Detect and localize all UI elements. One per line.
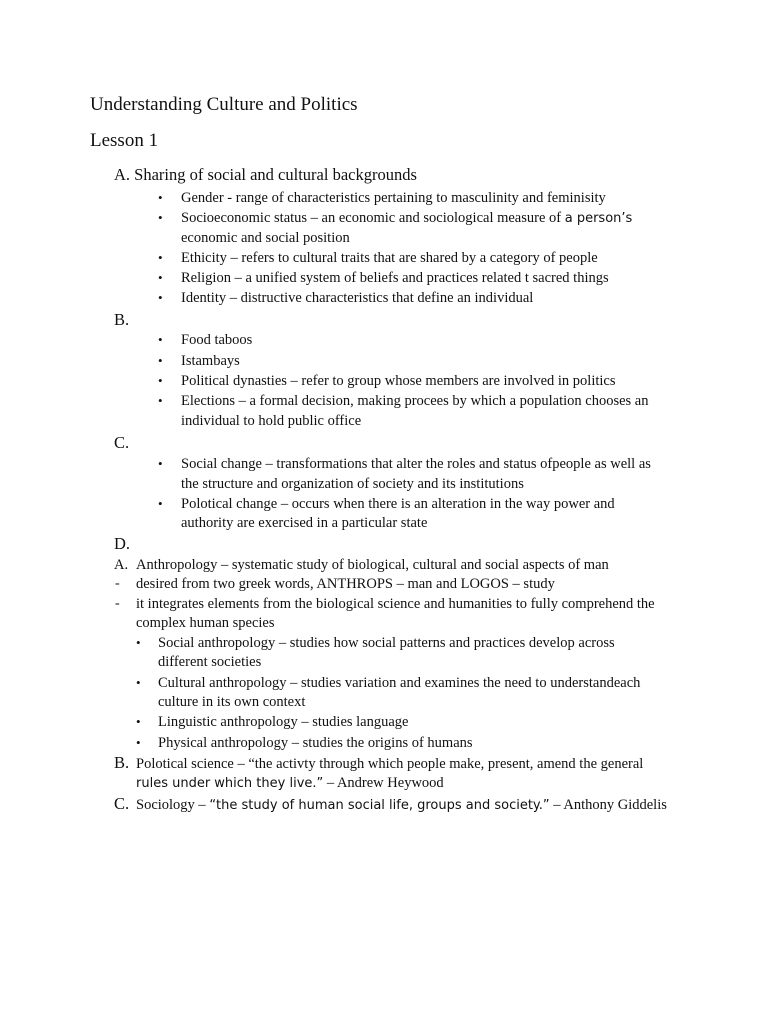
- bullet-icon: •: [158, 496, 163, 511]
- list-item: Physical anthropology – studies the origins of humans: [158, 735, 473, 751]
- list-item: Identity – distructive characteristics that define an individual: [181, 290, 534, 306]
- bullet-icon: •: [158, 190, 163, 205]
- list-item: Gender - range of characteristics pertaining to masculinity and feminisity: [181, 190, 606, 206]
- dash-marker: -: [115, 596, 120, 611]
- sociology-term: Sociology –: [136, 797, 210, 813]
- bullet-icon: •: [158, 353, 163, 368]
- list-item-continuation: culture in its own context: [158, 694, 306, 710]
- list-item: Linguistic anthropology – studies language: [158, 714, 409, 730]
- list-item: Polotical change – occurs when there is an alteration in the way power and: [181, 496, 615, 512]
- list-item-continuation: the structure and organization of society and its institutions: [181, 476, 524, 492]
- bullet-icon: •: [158, 456, 163, 471]
- list-item-continuation: individual to hold public office: [181, 413, 362, 429]
- dash-item: desired from two greek words, ANTHROPS – man and LOGOS – study: [136, 576, 555, 592]
- political-science-definition: Polotical science – “the activty through which people make, present, amend the general: [136, 756, 644, 772]
- list-item: Food taboos: [181, 332, 253, 348]
- bullet-icon: •: [158, 290, 163, 305]
- bullet-icon: •: [136, 714, 141, 729]
- dash-item-continuation: complex human species: [136, 615, 275, 631]
- sub-a-marker: A.: [114, 557, 129, 573]
- section-d-heading: D.: [114, 534, 131, 553]
- list-item: Istambays: [181, 353, 240, 369]
- bullet-icon: •: [136, 735, 141, 750]
- bullet-icon: •: [158, 332, 163, 347]
- section-a-heading: A. Sharing of social and cultural backgrounds: [114, 165, 417, 184]
- list-item: [181, 208, 632, 229]
- list-item: Cultural anthropology – studies variation and examines the need to understandeach: [158, 675, 641, 691]
- list-item-continuation: authority are exercised in a particular state: [181, 515, 428, 531]
- dash-item: it integrates elements from the biological science and humanities to fully comprehend the: [136, 596, 655, 612]
- list-item: Social change – transformations that alter the roles and status ofpeople as well as: [181, 456, 651, 472]
- bullet-icon: •: [158, 210, 163, 225]
- quote-text: “the study of human social life, groups and society.”: [209, 798, 550, 813]
- quote-text: rules under which they live.”: [136, 776, 324, 791]
- bullet-icon: •: [158, 250, 163, 265]
- list-item: Elections – a formal decision, making procees by which a population chooses an: [181, 393, 649, 409]
- author-text: – Anthony Giddelis: [549, 797, 667, 813]
- list-item-continuation: economic and social position: [181, 230, 350, 246]
- anthropology-definition: Anthropology – systematic study of biological, cultural and social aspects of man: [136, 557, 609, 573]
- bullet-icon: •: [158, 270, 163, 285]
- list-item-text: Socioeconomic status – an economic and sociological measure of: [181, 210, 565, 226]
- document-title: Understanding Culture and Politics: [90, 94, 358, 115]
- list-item-text: a person’s: [564, 211, 633, 226]
- sub-c-marker: C.: [114, 794, 130, 813]
- bullet-icon: •: [136, 635, 141, 650]
- bullet-icon: •: [158, 373, 163, 388]
- list-item: Ethicity – refers to cultural traits that are shared by a category of people: [181, 250, 598, 266]
- list-item: Social anthropology – studies how social patterns and practices develop across: [158, 635, 615, 651]
- section-b-heading: B.: [114, 310, 130, 329]
- sub-b-marker: B.: [114, 753, 130, 772]
- lesson-label: Lesson 1: [90, 130, 159, 151]
- political-science-attribution: [136, 773, 444, 794]
- section-c-heading: C.: [114, 433, 130, 452]
- dash-marker: -: [115, 576, 120, 591]
- list-item: Religion – a unified system of beliefs and practices related t sacred things: [181, 270, 609, 286]
- bullet-icon: •: [158, 393, 163, 408]
- author-text: – Andrew Heywood: [323, 775, 444, 791]
- bullet-icon: •: [136, 675, 141, 690]
- list-item-continuation: different societies: [158, 654, 262, 670]
- sociology-definition: [136, 795, 667, 816]
- list-item: Political dynasties – refer to group whose members are involved in politics: [181, 373, 616, 389]
